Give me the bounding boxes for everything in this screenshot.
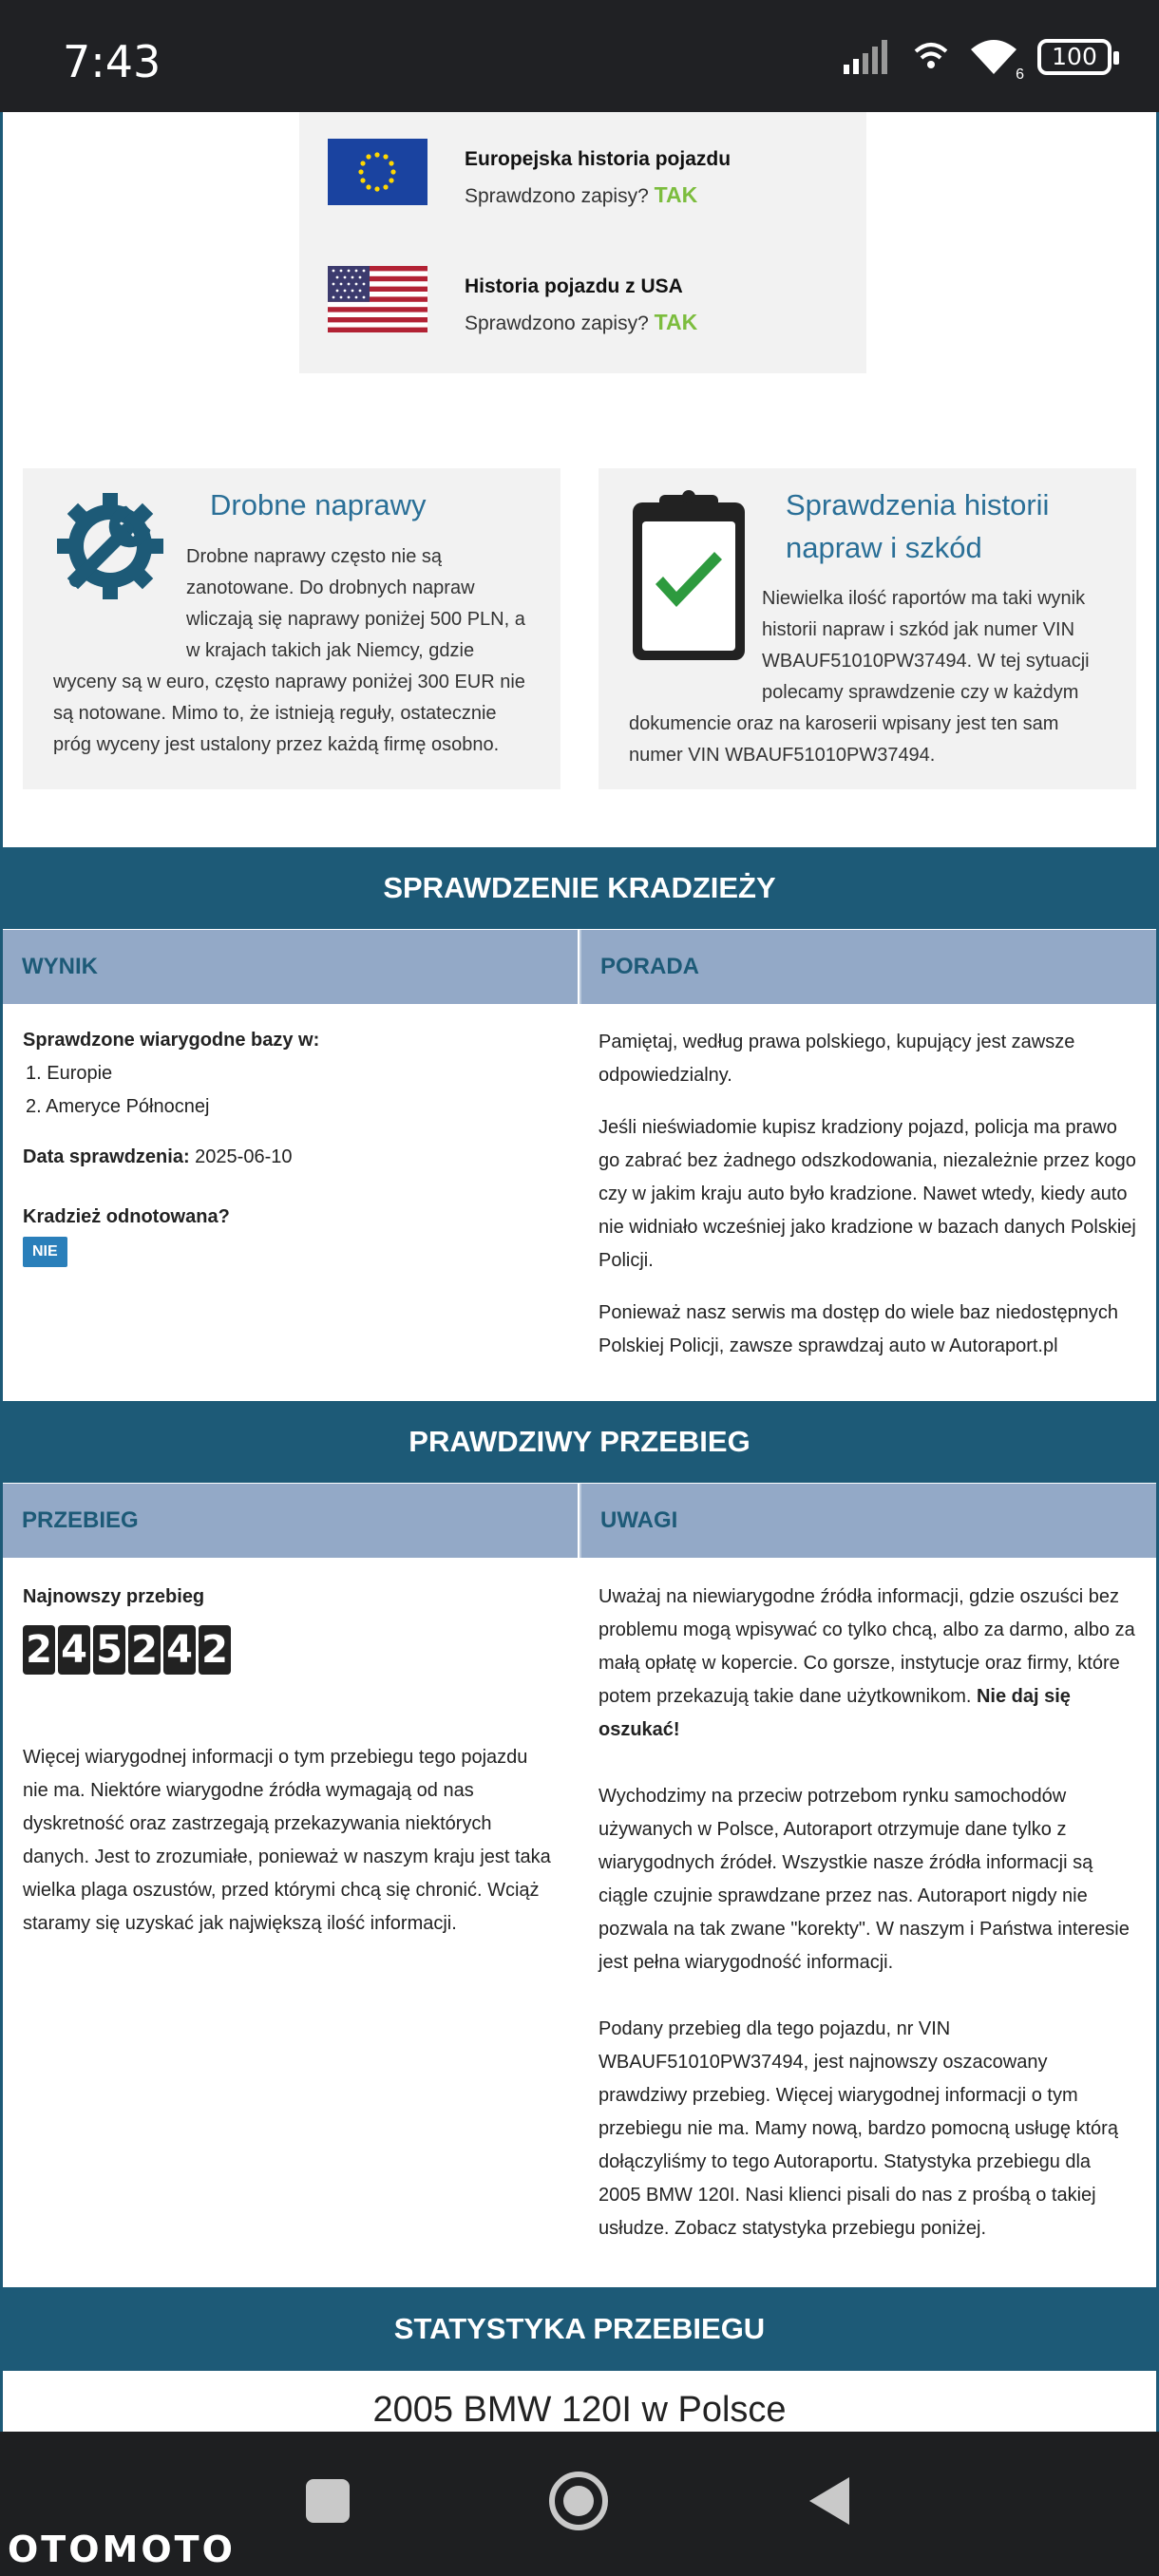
history-eu-value: TAK	[654, 182, 698, 207]
damage-history-title: Sprawdzenia historii napraw i szkód	[786, 488, 1050, 564]
latest-mileage-label: Najnowszy przebieg	[23, 1586, 205, 1607]
minor-repairs-text: Drobne naprawy często nie są zanotowane. Do drobnych napraw wliczają się naprawy poniżej 500 PLN, a w krajach takich jak Niemcy, gdzie wyceny są w euro, często naprawy poniżej 300 EUR nie są notowane. Mimo to, że istnieją reguły, ostatecznie próg wyceny jest ustalony przez każdą firmę osobno.	[53, 546, 525, 755]
eu-flag-icon	[328, 139, 428, 205]
theft-date-label: Data sprawdzenia:	[23, 1146, 190, 1167]
history-us-title: Historia pojazdu z USA	[465, 275, 683, 297]
damage-history-card	[598, 468, 1136, 789]
theft-result	[23, 1024, 555, 1267]
stats-title: 2005 BMW 120I w Polsce	[372, 2390, 787, 2430]
us-flag-icon	[328, 266, 428, 332]
recent-apps-button[interactable]	[306, 2479, 350, 2523]
history-eu-title: Europejska historia pojazdu	[465, 148, 732, 170]
odometer-digit: 2	[128, 1625, 161, 1675]
mileage-notes	[598, 1581, 1138, 2245]
wifi-badge: 6	[1016, 66, 1024, 83]
theft-advice-paragraph: Pamiętaj, według prawa polskiego, kupujący jest zawsze odpowiedzialny.	[598, 1032, 1075, 1086]
odometer-digit: 5	[93, 1625, 125, 1675]
history-us-value: TAK	[654, 310, 698, 334]
hotspot-icon	[912, 38, 950, 76]
mileage-left-text: Więcej wiarygodnej informacji o tym przebiegu tego pojazdu nie ma. Niektóre wiarygodne źródła wymagają od nas dyskretność oraz zastrzegają przekazywania niektórych danych. Jest to zrozumiałe, ponieważ w naszym kraju jest taka wielka plaga oszustów, przed którymi chcą się chronić. Wciąż staramy się uzyskać jak największą ilość informacji.	[23, 1747, 551, 1934]
mileage-warning: Nie daj się oszukać!	[598, 1686, 1071, 1740]
odometer-digit: 2	[199, 1625, 231, 1675]
odometer	[23, 1625, 555, 1675]
theft-recovered-badge: NIE	[23, 1237, 67, 1267]
odometer-digit: 4	[163, 1625, 196, 1675]
clock: 7:43	[63, 36, 162, 87]
mileage-notes-paragraph: Uważaj na niewiarygodne źródła informacji, gdzie oszuści bez problemu mogą wpisywać co tylko chcą, albo za darmo, albo za małą opłatę w kopercie. Co gorsze, instytucje oraz firmy, które potem przekazują takie dane użytkownikom.	[598, 1586, 1135, 1707]
mileage-col-mileage: PRZEBIEG	[3, 1484, 578, 1558]
stats-section-heading: STATYSTYKA PRZEBIEGU	[3, 2287, 1156, 2371]
mileage-section-heading: PRAWDZIWY PRZEBIEG	[3, 1401, 1156, 1483]
theft-bases-label: Sprawdzone wiarygodne bazy w:	[23, 1030, 320, 1051]
mileage-notes-paragraph: Wychodzimy na przeciw potrzebom rynku samochodów używanych w Polsce, Autoraport otrzymuje dane tylko z wiarygodnych źródeł. Wszystkie nasze źródła informacji są ciągle czujnie sprawdzane przez nas. Autoraport nigdy nie pozwala na tak zwane "korekty". W naszym i Państwa interesie jest pełna wiarygodność informacji.	[598, 1786, 1130, 1973]
theft-recovered-label: Kradzież odnotowana?	[23, 1206, 230, 1227]
odometer-digit: 4	[58, 1625, 90, 1675]
theft-base-item: 2. Ameryce Północnej	[26, 1096, 210, 1117]
history-eu	[328, 139, 822, 215]
theft-date-value: 2025-06-10	[195, 1146, 293, 1167]
odometer-digit: 2	[23, 1625, 55, 1675]
back-button[interactable]	[808, 2475, 851, 2527]
mileage-notes-paragraph: Podany przebieg dla tego pojazdu, nr VIN WBAUF51010PW37494, jest najnowszy oszacowany prawdziwy przebieg. Więcej wiarygodnej informacji o tym przebiegu nie ma. Mamy nową, bardzo pomocną usługę którą dołączyliśmy to tego Autoraportu. Statystyka przebiegu dla 2005 BMW 120I. Nasi klienci pisali do nas z prośbą o takiej usłudze. Zobacz statystyka przebiegu poniżej.	[598, 2018, 1118, 2239]
minor-repairs-title: Drobne naprawy	[210, 488, 427, 521]
history-eu-label: Sprawdzono zapisy?	[465, 185, 649, 207]
theft-advice-paragraph: Jeśli nieświadomie kupisz kradziony pojazd, policja ma prawo go zabrać bez żadnego odszkodowania, niezależnie przez kogo czy w jakim kraju auto było kradzione. Nawet wtedy, kiedy auto nie widniało wcześniej jako kradzione w bazach danych Polskiej Policji.	[598, 1117, 1136, 1271]
history-us-label: Sprawdzono zapisy?	[465, 313, 649, 334]
theft-base-item: 1. Europie	[26, 1063, 113, 1084]
theft-advice	[598, 1026, 1138, 1363]
theft-section-heading: SPRAWDZENIE KRADZIEŻY	[3, 847, 1156, 929]
theft-col-advice: PORADA	[580, 930, 1156, 1004]
history-box	[299, 112, 866, 373]
mileage-col-notes: UWAGI	[580, 1484, 1156, 1558]
signal-icon	[844, 40, 893, 74]
history-us	[328, 266, 822, 342]
theft-col-result: WYNIK	[3, 930, 578, 1004]
status-bar	[0, 0, 1159, 112]
minor-repairs-card	[23, 468, 560, 789]
theft-advice-paragraph: Ponieważ nasz serwis ma dostęp do wiele baz niedostępnych Polskiej Policji, zawsze sprawdzaj auto w Autoraport.pl	[598, 1302, 1118, 1356]
home-button[interactable]	[547, 2470, 610, 2532]
battery-icon: 100	[1037, 39, 1112, 75]
mileage-left	[23, 1581, 555, 1941]
damage-history-text: Niewielka ilość raportów ma taki wynik historii napraw i szkód jak numer VIN WBAUF51010PW37494. W tej sytuacji polecamy sprawdzenie czy w każdym dokumencie oraz na karoserii wpisany jest ten sam numer VIN WBAUF51010PW37494.	[629, 588, 1090, 766]
otomoto-logo: OTOMOTO	[8, 2529, 236, 2570]
report-page	[0, 112, 1159, 2432]
wifi-icon	[969, 38, 1024, 83]
